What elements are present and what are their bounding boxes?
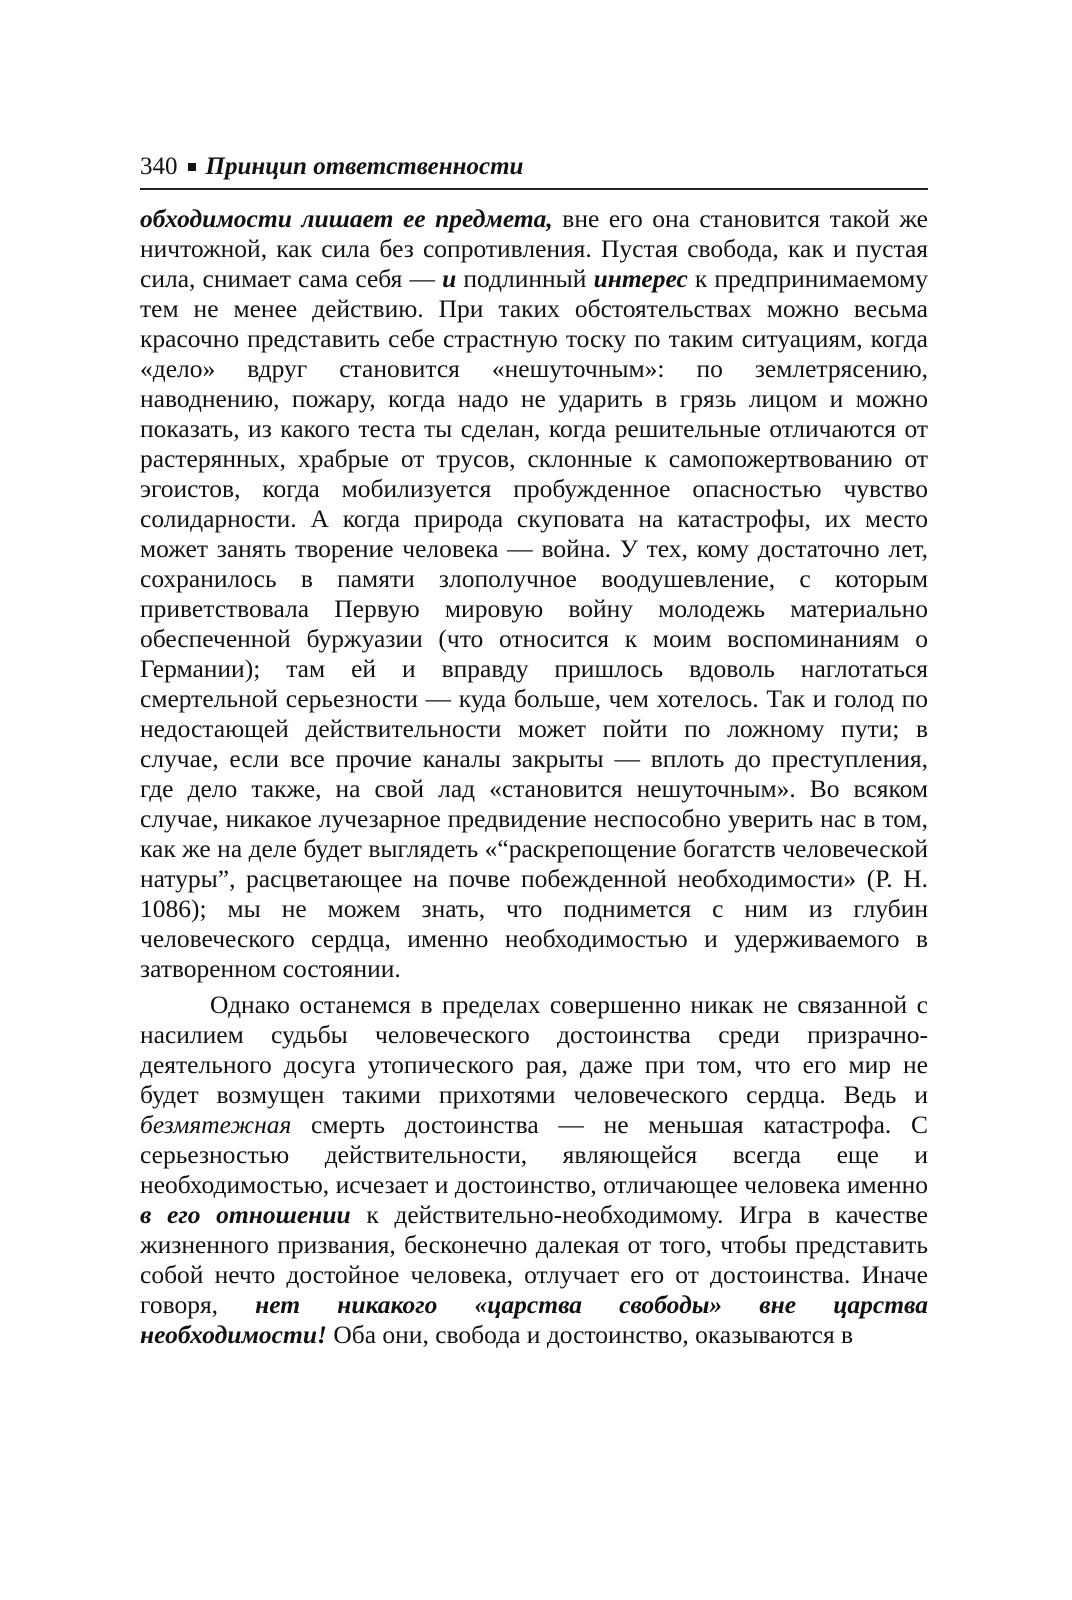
- text-run: к предпринимаемому тем не менее действию. При таких обстоятельствах можно весьма красочно представить себе страстную тоску по таким ситуациям, когда «дело» вдруг становится «нешуточным»: по землетрясению, наводнению, пожару, когда надо не ударить в грязь лицом и можно показать, из какого теста ты сделан, когда решительные отличаются от растерянных, храбрые от трусов, склонные к самопожертвованию от эгоистов, когда мобилизуется пробужденное опасностью чувство солидарности. А когда природа скуповата на катастрофы, их место может занять творение человека — война. У тех, кому достаточно лет, сохранилось в памяти злополучное воодушевление, с которым приветствовала Первую мировую войну молодежь материально обеспеченной буржуазии (что относится к моим воспоминаниям о Германии); там ей и вправду пришлось вдоволь наглотаться смертельной серьезности — куда больше, чем хотелось. Так и голод по недостающей действительности может пойти по ложному пути; в случае, если все прочие каналы закрыты — вплоть до преступления, где дело также, на свой лад «становится нешуточным». Во всяком случае, никакое лучезарное предвидение неспособно уверить нас в том, как же на деле будет выглядеть «“раскрепощение богатств человеческой натуры”, расцветающее на почве побежденной необходимости» (Р. Н. 1086); мы не можем знать, что поднимется с ним из глубин человеческого сердца, именно необходимостью и удерживаемого в затворенном состоянии.: [140, 264, 928, 983]
- paragraph-2: [140, 990, 928, 1350]
- running-title: Принцип ответственности: [205, 153, 524, 180]
- emphasis: безмятежная: [140, 1110, 292, 1139]
- page-number: 340: [140, 153, 178, 180]
- text-run: к действительно-необходимому. Игра в качестве жизненного призвания, бесконечно далекая от того, чтобы представить собой нечто достойное человека, отлучает его от достоинства. Иначе говоря,: [140, 1200, 928, 1319]
- emphasis: нет никакого «царства свободы» вне царства необходимости!: [140, 1290, 928, 1349]
- text-run: Оба они, свобода и достоинство, оказываются в: [326, 1320, 854, 1349]
- emphasis: интерес: [593, 264, 688, 293]
- emphasis: обходимости лишает ее предмета,: [140, 204, 553, 233]
- bullet-icon: [188, 163, 196, 171]
- emphasis: и: [442, 264, 457, 293]
- text-run: смерть достоинства — не меньшая катастрофа. С серьезностью действительности, являющейся всегда еще и необходимостью, исчезает и достоинство, отличающее человека именно: [140, 1110, 928, 1199]
- text-run: Однако останемся в пределах совершенно никак не связанной с насилием судьбы человеческого достоинства среди призрачно-деятельного досуга утопического рая, даже при том, что его мир не будет возмущен такими прихотями человеческого сердца. Ведь и: [140, 990, 928, 1109]
- book-page: [140, 150, 928, 1350]
- emphasis: в его отношении: [140, 1200, 351, 1229]
- text-run: вне его она становится такой же ничтожной, как сила без сопротивления. Пустая свобода, как и пустая сила, снимает сама себя —: [140, 204, 928, 293]
- body-text: [140, 204, 928, 1350]
- running-head: [140, 150, 928, 190]
- text-run: подлинный: [456, 264, 594, 293]
- paragraph-1: [140, 204, 928, 984]
